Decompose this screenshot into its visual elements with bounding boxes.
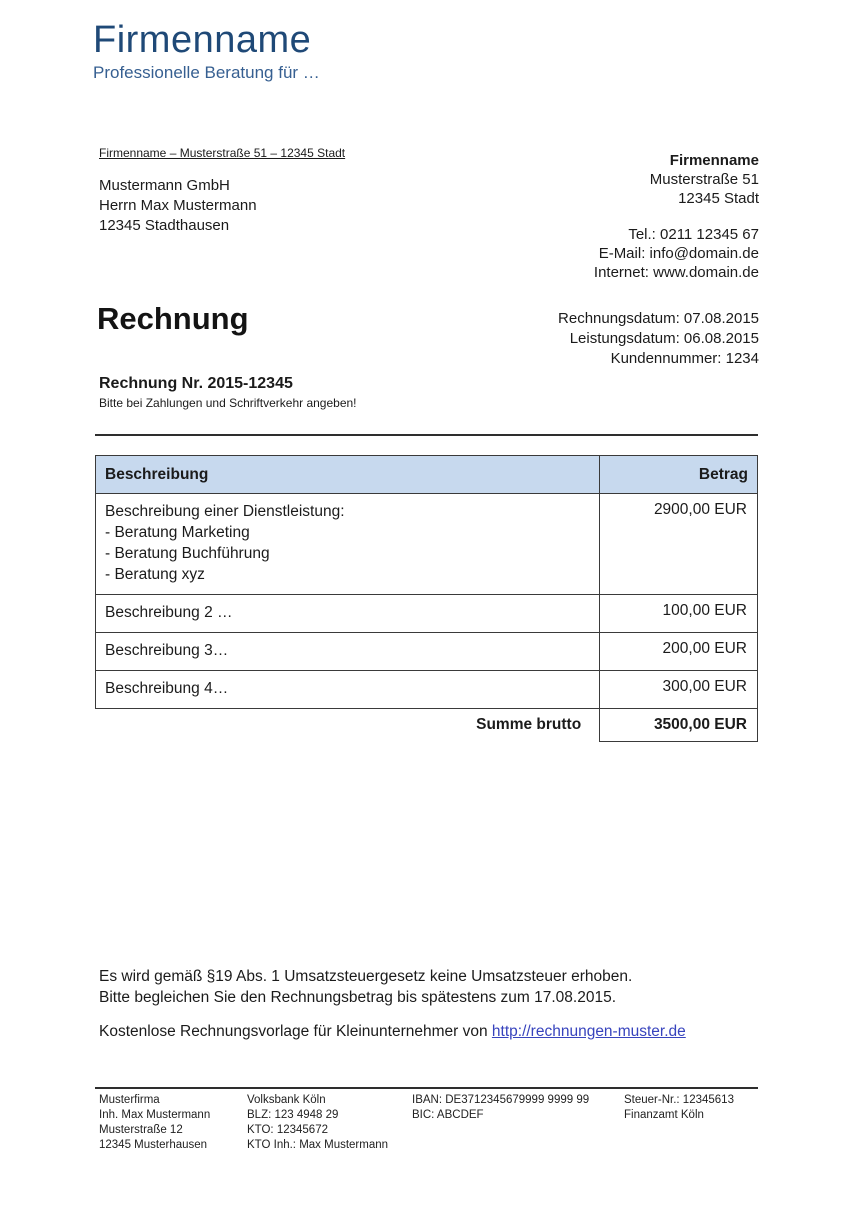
template-credit-link[interactable]: http://rechnungen-muster.de xyxy=(491,1023,686,1040)
company-website: Internet: www.domain.de xyxy=(593,264,759,281)
payment-deadline-note: Bitte begleichen Sie den Rechnungsbetrag bis spätestens zum 17.08.2015. xyxy=(99,989,617,1006)
footer-company-column xyxy=(99,1093,210,1153)
footer-tax-column xyxy=(624,1093,734,1123)
invoice-number-note: Bitte bei Zahlungen und Schriftverkehr angeben! xyxy=(99,396,357,410)
footer-line: KTO Inh.: Max Mustermann xyxy=(247,1139,389,1151)
footer-line: BIC: ABCDEF xyxy=(412,1109,484,1121)
recipient-line: 12345 Stadthausen xyxy=(99,217,230,234)
footer-line: BLZ: 123 4948 29 xyxy=(247,1109,339,1121)
sender-return-address: Firmenname – Musterstraße 51 – 12345 Stadt xyxy=(99,146,346,160)
footer-divider xyxy=(95,1087,758,1089)
table-row xyxy=(96,595,758,633)
logo-tagline: Professionelle Beratung für … xyxy=(93,63,320,82)
table-header-row xyxy=(96,456,758,494)
footer-line: 12345 Musterhausen xyxy=(99,1139,208,1151)
company-email: E-Mail: info@domain.de xyxy=(598,245,759,262)
company-name: Firmenname xyxy=(669,152,759,169)
item-description-cell xyxy=(96,494,600,595)
footer-line: Musterstraße 12 xyxy=(99,1124,183,1136)
item-description-line: - Beratung xyz xyxy=(105,566,205,583)
tax-note: Es wird gemäß §19 Abs. 1 Umsatzsteuergesetz keine Umsatzsteuer erhoben. xyxy=(99,968,633,985)
recipient-address-block xyxy=(99,176,257,236)
company-logo xyxy=(93,18,320,83)
item-description-line: - Beratung Marketing xyxy=(105,524,250,541)
footer-line: KTO: 12345672 xyxy=(247,1124,328,1136)
table-row xyxy=(96,494,758,595)
company-address-line: Musterstraße 51 xyxy=(649,171,759,188)
item-amount-cell: 2900,00 EUR xyxy=(600,494,758,595)
company-address-line: 12345 Stadt xyxy=(678,190,759,207)
invoice-number: Rechnung Nr. 2015-12345 xyxy=(99,375,293,392)
footer-line: Musterfirma xyxy=(99,1094,160,1106)
invoice-meta-block xyxy=(558,309,759,369)
summary-amount: 3500,00 EUR xyxy=(600,709,758,742)
company-phone: Tel.: 0211 12345 67 xyxy=(628,226,759,243)
item-amount-cell: 200,00 EUR xyxy=(600,633,758,671)
table-header-description: Beschreibung xyxy=(96,456,600,494)
footer-bank-column xyxy=(247,1093,388,1153)
invoice-items-table xyxy=(95,455,758,742)
company-contact-block xyxy=(594,225,759,282)
footer-iban-column xyxy=(412,1093,589,1123)
item-description-line: - Beratung Buchführung xyxy=(105,545,270,562)
customer-number: Kundennummer: 1234 xyxy=(610,350,759,367)
recipient-line: Mustermann GmbH xyxy=(99,177,230,194)
recipient-line: Herrn Max Mustermann xyxy=(99,197,257,214)
invoice-date: Rechnungsdatum: 07.08.2015 xyxy=(558,310,759,327)
footer-line: Volksbank Köln xyxy=(247,1094,326,1106)
page-title: Rechnung xyxy=(97,301,249,336)
template-credit-text: Kostenlose Rechnungsvorlage für Kleinunternehmer von xyxy=(99,1023,492,1040)
horizontal-divider xyxy=(95,434,758,436)
footer-line: Finanzamt Köln xyxy=(624,1109,704,1121)
item-description-line: Beschreibung einer Dienstleistung: xyxy=(105,503,345,520)
company-info-block xyxy=(594,151,759,282)
item-amount-cell: 300,00 EUR xyxy=(600,671,758,709)
item-amount-cell: 100,00 EUR xyxy=(600,595,758,633)
table-header-amount: Betrag xyxy=(600,456,758,494)
footer-line: IBAN: DE3712345679999 9999 99 xyxy=(412,1094,590,1106)
item-description-cell: Beschreibung 4… xyxy=(96,671,600,709)
item-description-cell: Beschreibung 2 … xyxy=(96,595,600,633)
footer-line: Inh. Max Mustermann xyxy=(99,1109,211,1121)
footer-line: Steuer-Nr.: 12345613 xyxy=(624,1094,734,1106)
table-summary-row xyxy=(96,709,758,742)
table-row xyxy=(96,671,758,709)
tax-and-payment-notes xyxy=(99,966,632,1008)
logo-company-name: Firmenname xyxy=(93,19,312,61)
item-description-cell: Beschreibung 3… xyxy=(96,633,600,671)
table-row xyxy=(96,633,758,671)
template-credit-line xyxy=(99,1023,686,1041)
service-date: Leistungsdatum: 06.08.2015 xyxy=(569,330,759,347)
summary-label: Summe brutto xyxy=(96,709,600,742)
